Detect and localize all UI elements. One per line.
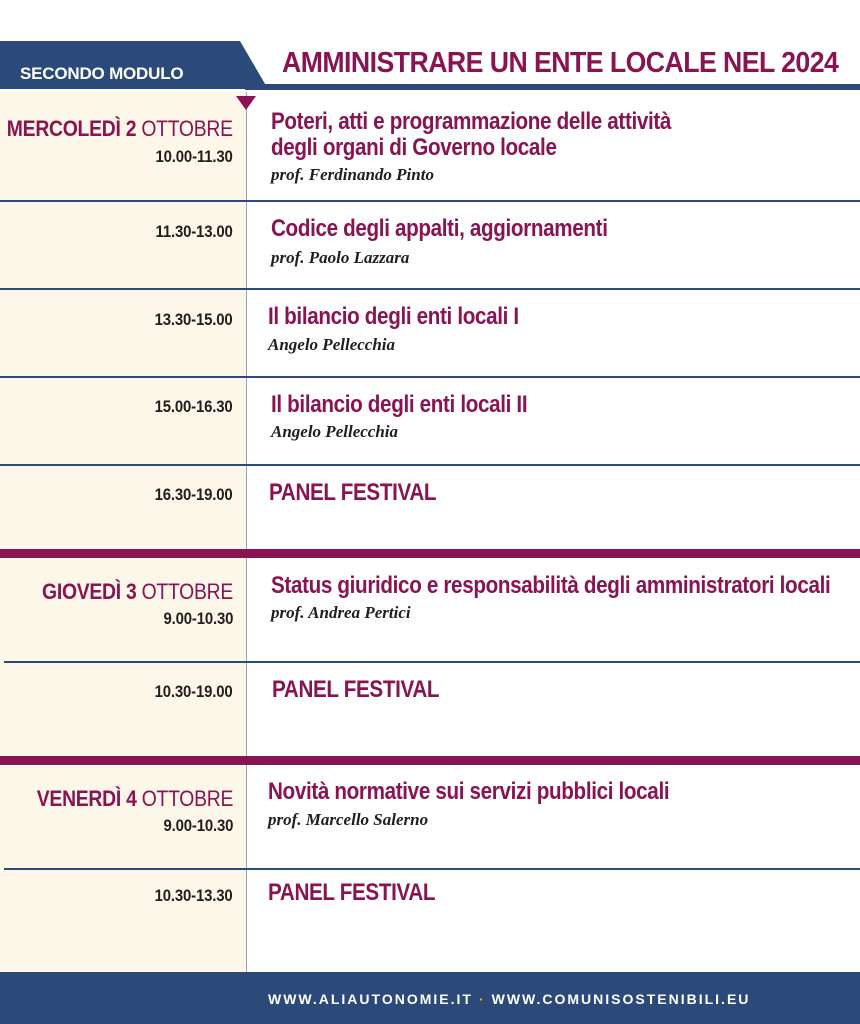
footer-separator: · [478,991,486,1007]
session-title-line: PANEL FESTIVAL [272,676,440,703]
day-month: OTTOBRE [141,579,233,604]
session-title [268,304,519,330]
day-weekday: VENERDÌ 4 [36,786,137,811]
session-time: 13.30-15.00 [155,310,233,329]
day-heading [37,786,233,812]
module-label: SECONDO MODULO [20,64,184,83]
row-divider [4,868,860,870]
row-divider [0,376,860,378]
session-title-line: Poteri, atti e programmazione delle attività [271,108,672,135]
header-rule [245,84,860,90]
session-title-line: Novità normative sui servizi pubblici locali [268,778,670,805]
session-title [271,392,527,418]
session-time: 10.30-19.00 [155,682,233,701]
session-speaker: prof. Paolo Lazzara [271,248,410,267]
session-title-line: Il bilancio degli enti locali II [271,391,528,418]
session-time: 9.00-10.30 [163,609,233,628]
day-heading [42,579,233,605]
session-title [271,216,608,242]
footer-link-comunisostenibili[interactable]: WWW.COMUNISOSTENIBILI.EU [491,991,751,1007]
session-speaker: Angelo Pellecchia [268,335,396,354]
day-weekday: MERCOLEDÌ 2 [7,116,137,141]
column-divider [246,92,247,972]
day-month: OTTOBRE [141,116,233,141]
session-time: 11.30-13.00 [155,222,233,241]
session-title-line: Status giuridico e responsabilità degli amministratori locali [271,572,831,599]
session-speaker: Angelo Pellecchia [271,422,399,441]
day-divider [0,756,860,765]
session-title-line: Codice degli appalti, aggiornamenti [271,215,608,242]
session-speaker: prof. Marcello Salerno [268,810,429,829]
row-divider [0,464,860,466]
day-heading [7,116,233,142]
session-title-line: Il bilancio degli enti locali I [268,303,519,330]
day-weekday: GIOVEDÌ 3 [42,579,137,604]
row-divider [0,288,860,290]
pointer-triangle-icon [236,96,256,110]
session-title-line: PANEL FESTIVAL [269,479,437,506]
session-title [269,480,436,506]
session-title [268,880,435,906]
session-time: 10.00-11.30 [155,147,233,166]
day-divider [0,549,860,558]
row-divider [4,661,860,663]
page-title: AMMINISTRARE UN ENTE LOCALE NEL 2024 [282,47,839,79]
session-time: 9.00-10.30 [163,816,233,835]
session-time: 16.30-19.00 [155,485,233,504]
session-title-line: PANEL FESTIVAL [268,879,436,906]
session-title-line: degli organi di Governo locale [271,134,557,161]
footer-link-aliautonomie[interactable]: WWW.ALIAUTONOMIE.IT [268,991,473,1007]
session-speaker: prof. Andrea Pertici [271,603,411,622]
session-time: 10.30-13.30 [155,886,233,905]
session-title [272,677,439,703]
row-divider [0,200,860,202]
footer-links [268,991,750,1007]
session-title [268,779,669,805]
session-title [271,573,830,599]
day-month: OTTOBRE [141,786,233,811]
session-time: 15.00-16.30 [155,397,233,416]
session-title [271,109,671,161]
session-speaker: prof. Ferdinando Pinto [271,165,434,184]
